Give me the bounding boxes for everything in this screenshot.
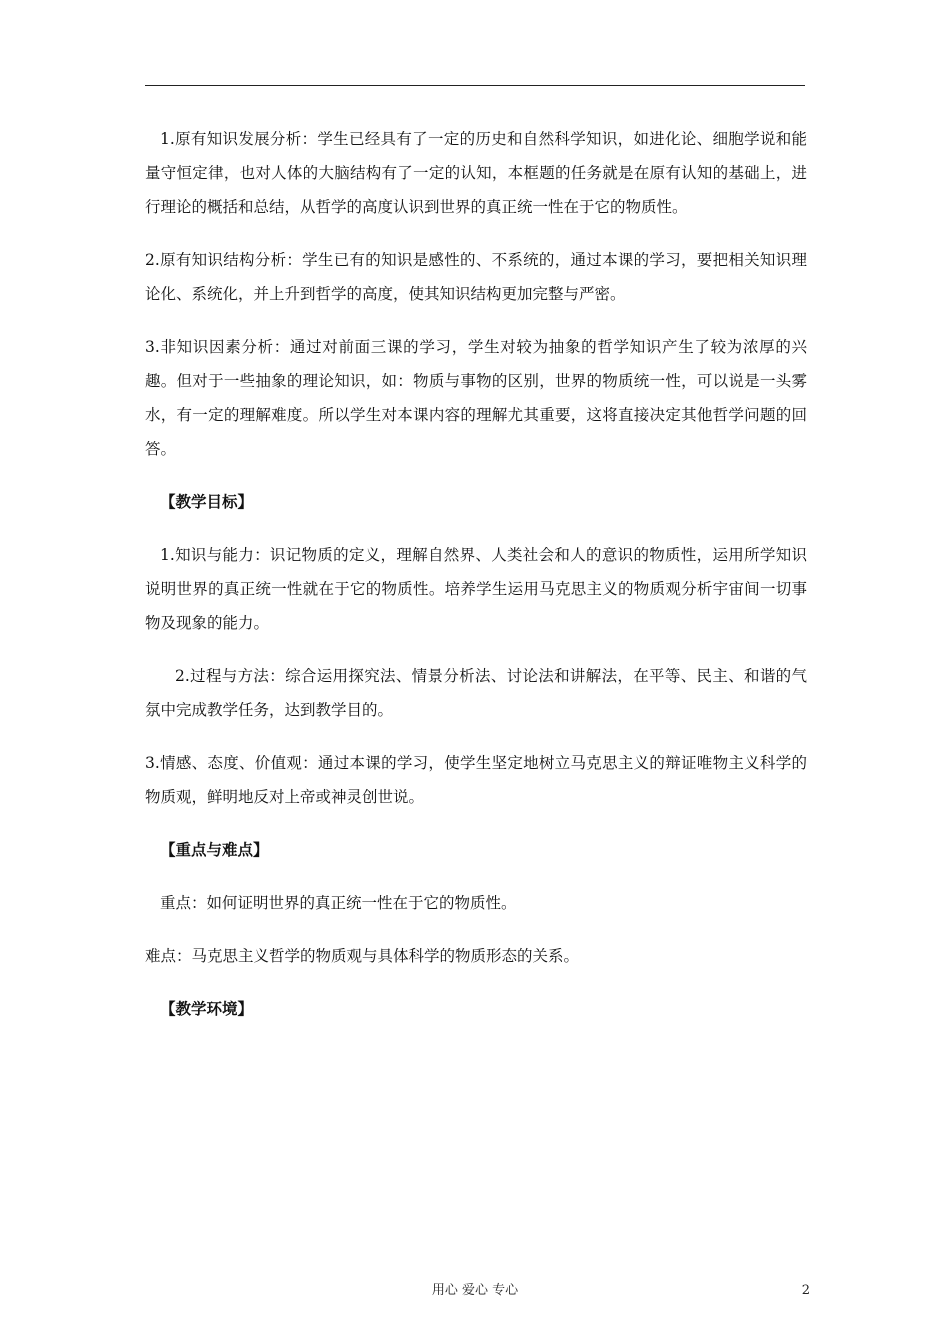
paragraph-difficult-point: 难点：马克思主义哲学的物质观与具体科学的物质形态的关系。	[145, 947, 580, 965]
paragraph-process-and-method: 2.过程与方法：综合运用探究法、情景分析法、讨论法和讲解法，在平等、民主、和谐的气氛中完成教学任务，达到教学目的。	[145, 667, 807, 719]
footer-motto: 用心 爱心 专心	[431, 1283, 519, 1298]
document-body	[145, 122, 807, 1026]
paragraph-non-knowledge-factors: 3.非知识因素分析：通过对前面三课的学习，学生对较为抽象的哲学知识产生了较为浓厚的兴趣。但对于一些抽象的理论知识，如：物质与事物的区别，世界的物质统一性，可以说是一头雾水，有一定的理解难度。所以学生对本课内容的理解尤其重要，这将直接决定其他哲学问题的回答。	[145, 338, 807, 458]
header-rule	[145, 85, 805, 86]
paragraph-knowledge-and-ability: 1.知识与能力：识记物质的定义，理解自然界、人类社会和人的意识的物质性，运用所学知识说明世界的真正统一性就在于它的物质性。培养学生运用马克思主义的物质观分析宇宙间一切事物及现象的能力。	[145, 546, 807, 632]
paragraph-emotion-attitude-values: 3.情感、态度、价值观：通过本课的学习，使学生坚定地树立马克思主义的辩证唯物主义科学的物质观，鲜明地反对上帝或神灵创世说。	[145, 754, 807, 806]
paragraph-key-point: 重点：如何证明世界的真正统一性在于它的物质性。	[160, 894, 517, 912]
page-number: 2	[801, 1283, 810, 1298]
paragraph-prior-knowledge-structure: 2.原有知识结构分析：学生已有的知识是感性的、不系统的，通过本课的学习，要把相关知识理论化、系统化，并上升到哲学的高度，使其知识结构更加完整与严密。	[145, 251, 807, 303]
heading-key-and-difficult-points: 【重点与难点】	[160, 840, 269, 859]
heading-teaching-objectives: 【教学目标】	[160, 492, 254, 511]
paragraph-prior-knowledge-development: 1.原有知识发展分析：学生已经具有了一定的历史和自然科学知识，如进化论、细胞学说和能量守恒定律，也对人体的大脑结构有了一定的认知，本框题的任务就是在原有认知的基础上，进行理论的概括和总结，从哲学的高度认识到世界的真正统一性在于它的物质性。	[145, 130, 807, 216]
heading-teaching-environment: 【教学环境】	[160, 999, 254, 1018]
